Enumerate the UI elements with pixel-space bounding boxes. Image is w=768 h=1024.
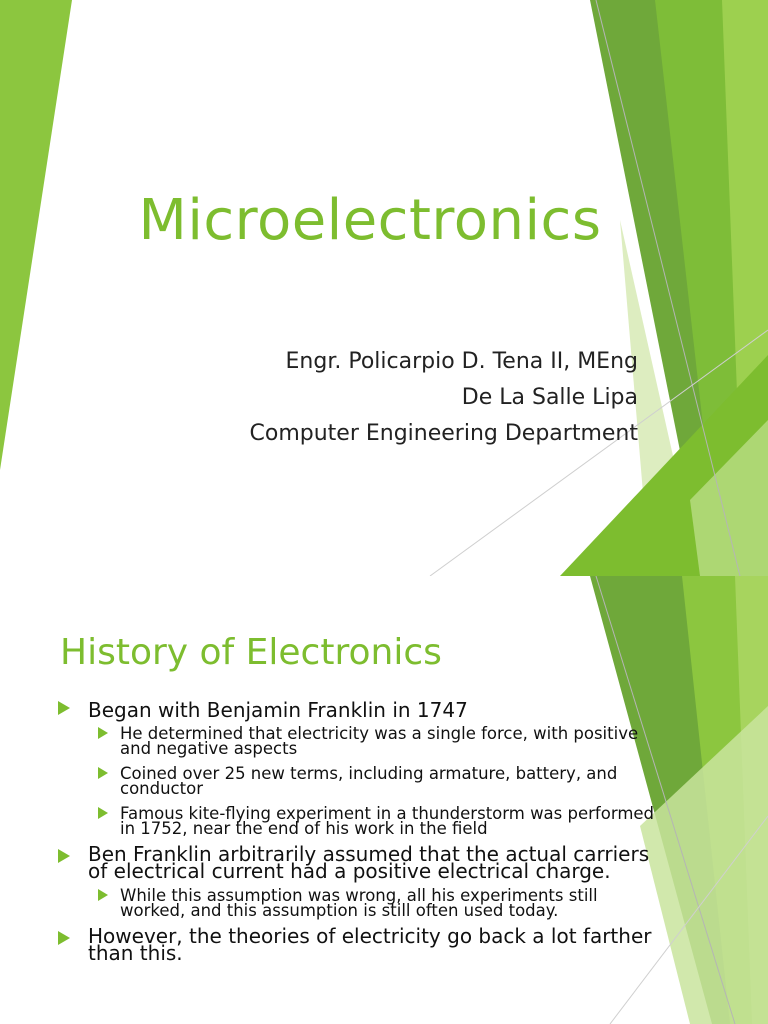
- bullet-arrow-icon: [98, 767, 108, 779]
- sub-bullet-text: He determined that electricity was a single force, with positive and negative aspects: [120, 724, 639, 758]
- bullet-text: However, the theories of electricity go back a lot farther than this.: [88, 924, 652, 965]
- institution-name: De La Salle Lipa: [461, 385, 638, 410]
- bullet-text: Ben Franklin arbitrarily assumed that the actual carriers of electrical current had a positive electrical charge.: [88, 842, 650, 883]
- bullet-arrow-icon: [98, 889, 108, 901]
- bullet-item: [58, 924, 658, 965]
- bullet-arrow-icon: [98, 807, 108, 819]
- bullet-text: Began with Benjamin Franklin in 1747: [88, 698, 468, 722]
- sub-bullet-item: [98, 726, 658, 756]
- subtitle-block: [250, 344, 638, 452]
- presenter-name: Engr. Policarpio D. Tena II, MEng: [285, 349, 638, 374]
- sub-bullet-text: Famous kite-flying experiment in a thunderstorm was performed in 1752, near the end of his work in the field: [120, 804, 655, 838]
- bullet-list: [58, 698, 658, 970]
- content-slide: [0, 576, 768, 1024]
- department-name: Computer Engineering Department: [249, 421, 638, 446]
- bullet-arrow-icon: [58, 701, 70, 715]
- sub-bullet-text: While this assumption was wrong, all his experiments still worked, and this assumption is still often used today.: [120, 886, 598, 920]
- sub-bullet-item: [98, 766, 658, 796]
- bullet-item: [58, 698, 658, 722]
- slide-title: History of Electronics: [60, 632, 442, 673]
- bullet-item: [58, 842, 658, 883]
- slide-title: Microelectronics: [138, 188, 602, 253]
- sub-bullet-item: [98, 806, 658, 836]
- bullet-arrow-icon: [98, 727, 108, 739]
- sub-bullet-item: [98, 888, 658, 918]
- bullet-arrow-icon: [58, 849, 70, 863]
- bullet-arrow-icon: [58, 931, 70, 945]
- sub-bullet-text: Coined over 25 new terms, including armature, battery, and conductor: [120, 764, 618, 798]
